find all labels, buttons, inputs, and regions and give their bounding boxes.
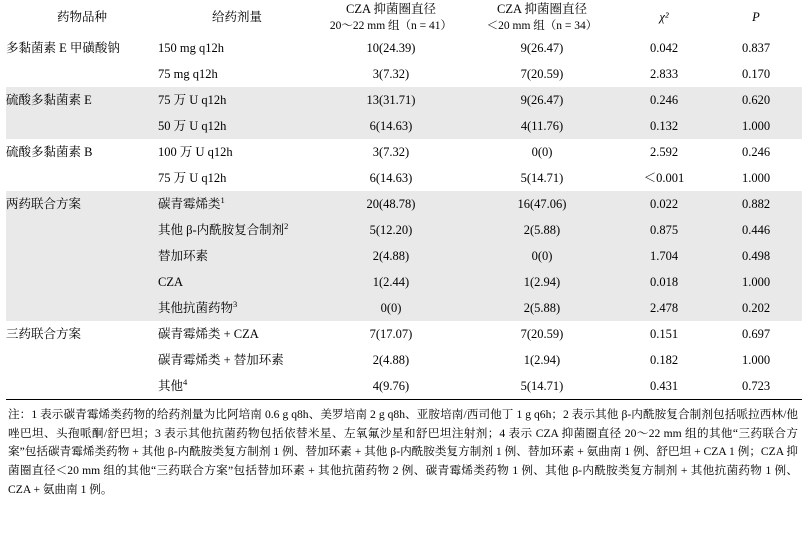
cell-group1-count: 6(14.63) [316, 113, 466, 139]
cell-dose-text: 50 万 U q12h [158, 118, 227, 133]
col-header-pvalue [710, 0, 802, 35]
cell-drug-name [6, 243, 158, 269]
cell-dose-footnote-marker: 3 [233, 298, 238, 309]
cell-dose-text: 碳青霉烯类 + 替加环素 [158, 352, 284, 367]
cell-dose-text: 其他 [158, 378, 184, 393]
col-header-drug [6, 0, 158, 35]
cell-pvalue: 0.498 [710, 243, 802, 269]
cell-dose-text: 75 mg q12h [158, 66, 218, 81]
cell-dose [158, 243, 316, 269]
col-header-group1-line2: 20～22 mm 组（n = 41） [329, 20, 453, 33]
cell-dose [158, 269, 316, 295]
cell-dose [158, 61, 316, 87]
cell-group1-count: 20(48.78) [316, 191, 466, 217]
table-row [6, 373, 802, 400]
table-row [6, 295, 802, 321]
col-header-chisq [618, 0, 710, 35]
col-header-chisq-line1: χ² [659, 10, 669, 25]
table-row [6, 243, 802, 269]
table-row [6, 191, 802, 217]
cell-dose [158, 217, 316, 243]
cell-group1-count: 13(31.71) [316, 87, 466, 113]
col-header-group2-line2: ＜20 mm 组（n = 34） [486, 20, 598, 33]
cell-group1-count: 2(4.88) [372, 352, 410, 367]
cell-group1-count: 10(24.39) [366, 40, 416, 55]
cell-pvalue: 1.000 [741, 170, 771, 185]
cell-drug-name: 硫酸多黏菌素 B [6, 144, 93, 159]
cell-chisq: 0.022 [618, 191, 710, 217]
cell-group2-count: 7(20.59) [520, 326, 564, 341]
table-row [6, 269, 802, 295]
cell-drug-name [6, 347, 158, 373]
cell-dose-text: 150 mg q12h [158, 40, 224, 55]
cell-group2-count: 1(2.94) [466, 269, 618, 295]
cell-pvalue: 0.202 [710, 295, 802, 321]
cell-chisq: 0.018 [618, 269, 710, 295]
cell-chisq: 0.042 [649, 40, 679, 55]
cell-pvalue: 0.697 [741, 326, 771, 341]
table-footnote: 注：1 表示碳青霉烯类药物的给药剂量为比阿培南 0.6 g q8h、美罗培南 2 g q8h、亚胺培南/西司他丁 1 g q6h；2 表示其他 β-内酰胺复合制剂包括哌拉西林/他唑巴坦、头孢哌酮/舒巴坦；3 表示其他抗菌药物包括依替米星、左氧氟沙星和舒巴坦注射剂；4 表示 CZA 抑菌圈直径 20～22 mm 组的其他“三药联合方案”包括碳青霉烯类药物 + 其他 β-内酰胺类复方制剂 1 例、替加环素 + 其他 β-内酰胺类复方制剂 1 例、替加环素 + 氨曲南 1 例、舒巴坦 + CZA 1 例；CZA 抑菌圈直径＜20 mm 组的其他“三药联合方案”包括替加环素 + 其他抗菌药物 2 例、碳青霉烯类药物 1 例、其他 β-内酰胺类复方制剂 + 其他抗菌药物 1 例、CZA + 氨曲南 1 例。 [8, 407, 798, 496]
table-row [6, 165, 802, 191]
table-row [6, 347, 802, 373]
cell-drug-name: 两药联合方案 [6, 191, 158, 217]
cell-dose [158, 139, 316, 165]
cell-dose [158, 35, 316, 61]
cell-group1-count: 0(0) [316, 295, 466, 321]
cell-group2-count: 9(26.47) [466, 87, 618, 113]
cell-pvalue: 1.000 [710, 113, 802, 139]
table-row [6, 113, 802, 139]
cell-group2-count: 5(14.71) [520, 170, 564, 185]
table-row [6, 217, 802, 243]
cell-chisq: 0.246 [618, 87, 710, 113]
cell-dose-text: 75 万 U q12h [158, 170, 227, 185]
cell-group2-count: 1(2.94) [523, 352, 561, 367]
cell-dose-text: CZA [158, 274, 183, 289]
cell-group1-count: 4(9.76) [316, 373, 466, 400]
cell-chisq: 0.875 [618, 217, 710, 243]
cell-chisq: 0.132 [618, 113, 710, 139]
cell-dose-text: 其他 β-内酰胺复合制剂 [158, 222, 285, 237]
cell-drug-name: 多黏菌素 E 甲磺酸钠 [6, 40, 120, 55]
col-header-group1-line1: CZA 抑菌圈直径 [346, 2, 436, 16]
cell-dose-text: 其他抗菌药物 [158, 300, 234, 315]
cell-dose [158, 113, 316, 139]
cell-group2-count: 5(14.71) [466, 373, 618, 400]
table-header-row [6, 0, 802, 35]
cell-group2-count: 7(20.59) [520, 66, 564, 81]
cell-drug-name [6, 217, 158, 243]
cell-group1-count: 2(4.88) [316, 243, 466, 269]
cell-dose-text: 碳青霉烯类 + CZA [158, 326, 259, 341]
cell-dose [158, 347, 316, 373]
col-header-dose [158, 0, 316, 35]
cell-group1-count: 5(12.20) [316, 217, 466, 243]
table-row [6, 87, 802, 113]
cell-pvalue: 0.723 [710, 373, 802, 400]
table-row [6, 321, 802, 347]
cell-dose [158, 295, 316, 321]
cell-chisq: 2.833 [649, 66, 679, 81]
table-row [6, 61, 802, 87]
cell-dose [158, 191, 316, 217]
cell-dose [158, 165, 316, 191]
cell-chisq: 0.151 [649, 326, 679, 341]
cell-dose [158, 87, 316, 113]
col-header-dose-line1: 给药剂量 [211, 10, 262, 25]
table-row [6, 35, 802, 61]
cell-group2-count: 9(26.47) [520, 40, 564, 55]
cell-drug-name [6, 61, 158, 87]
cell-pvalue: 0.882 [710, 191, 802, 217]
col-header-group1 [316, 0, 466, 35]
col-header-group2 [466, 0, 618, 35]
cell-dose-text: 碳青霉烯类 [158, 196, 221, 211]
cell-drug-name: 三药联合方案 [6, 326, 82, 341]
table-body [6, 35, 802, 400]
cell-group2-count: 16(47.06) [466, 191, 618, 217]
cell-drug-name [6, 165, 158, 191]
cell-drug-name [6, 373, 158, 400]
cell-pvalue: 0.170 [741, 66, 771, 81]
cell-group1-count: 3(7.32) [372, 66, 410, 81]
cell-drug-name [6, 295, 158, 321]
cell-group2-count: 2(5.88) [466, 217, 618, 243]
col-header-group2-line1: CZA 抑菌圈直径 [497, 2, 587, 16]
cell-dose-footnote-marker: 1 [220, 194, 225, 205]
col-header-pvalue-line1: P [752, 10, 760, 25]
cell-pvalue: 1.000 [741, 352, 771, 367]
cell-chisq: 1.704 [618, 243, 710, 269]
cell-dose [158, 321, 316, 347]
cell-group2-count: 4(11.76) [466, 113, 618, 139]
cell-group2-count: 0(0) [531, 144, 553, 159]
cell-dose-footnote-marker: 2 [284, 220, 289, 231]
cell-pvalue: 0.246 [741, 144, 771, 159]
cell-dose-footnote-marker: 4 [183, 376, 188, 387]
cell-dose-text: 替加环素 [158, 248, 209, 263]
cell-group1-count: 1(2.44) [316, 269, 466, 295]
cell-group1-count: 3(7.32) [372, 144, 410, 159]
cell-pvalue: 0.620 [710, 87, 802, 113]
cell-chisq: 2.478 [618, 295, 710, 321]
cell-group2-count: 2(5.88) [466, 295, 618, 321]
cell-drug-name: 硫酸多黏菌素 E [6, 87, 158, 113]
table-row [6, 139, 802, 165]
cell-dose-text: 100 万 U q12h [158, 144, 233, 159]
cell-group1-count: 7(17.07) [369, 326, 413, 341]
cell-chisq: ＜0.001 [643, 170, 685, 185]
col-header-drug-line1: 药物品种 [56, 10, 107, 25]
cell-dose [158, 373, 316, 400]
cell-pvalue: 1.000 [710, 269, 802, 295]
cell-chisq: 2.592 [649, 144, 679, 159]
cell-chisq: 0.182 [649, 352, 679, 367]
cell-group1-count: 6(14.63) [369, 170, 413, 185]
cell-pvalue: 0.837 [741, 40, 771, 55]
cell-drug-name [6, 113, 158, 139]
cell-chisq: 0.431 [618, 373, 710, 400]
cell-drug-name [6, 269, 158, 295]
cell-pvalue: 0.446 [710, 217, 802, 243]
cell-dose-text: 75 万 U q12h [158, 92, 227, 107]
table-header [6, 0, 802, 35]
antibiotic-regimen-table [6, 0, 802, 400]
cell-group2-count: 0(0) [466, 243, 618, 269]
